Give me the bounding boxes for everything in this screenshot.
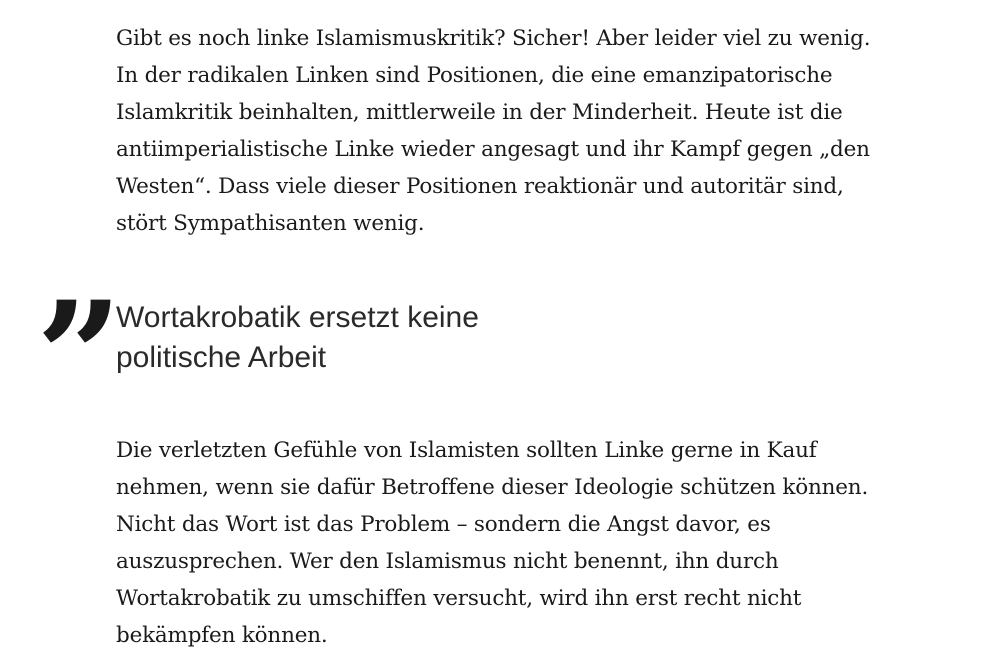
paragraph-line: auszusprechen. Wer den Islamismus nicht benennt, ihn durch	[116, 549, 779, 574]
paragraph-line: Gibt es noch linke Islamismuskritik? Sicher! Aber leider viel zu wenig.	[116, 26, 871, 51]
paragraph-line: Wortakrobatik zu umschiffen versucht, wird ihn erst recht nicht	[116, 586, 802, 611]
body-paragraph-1	[116, 20, 936, 242]
paragraph-line: bekämpfen können.	[116, 623, 328, 648]
pull-quote	[0, 269, 1000, 445]
body-paragraph-2	[116, 432, 946, 654]
pull-quote-line: politische Arbeit	[116, 341, 327, 374]
paragraph-line: Die verletzten Gefühle von Islamisten sollten Linke gerne in Kauf	[116, 438, 817, 463]
pull-quote-text	[116, 298, 479, 378]
paragraph-line: stört Sympathisanten wenig.	[116, 211, 425, 236]
article-body	[116, 20, 936, 242]
paragraph-line: antiimperialistische Linke wieder angesagt und ihr Kampf gegen „den	[116, 137, 870, 162]
paragraph-line: nehmen, wenn sie dafür Betroffene dieser Ideologie schützen können.	[116, 475, 869, 500]
paragraph-line: Nicht das Wort ist das Problem – sondern die Angst davor, es	[116, 512, 771, 537]
paragraph-line: Westen“. Dass viele dieser Positionen reaktionär und autoritär sind,	[116, 174, 844, 199]
paragraph-line: In der radikalen Linken sind Positionen, die eine emanzipatorische	[116, 63, 833, 88]
paragraph-line: Islamkritik beinhalten, mittlerweile in der Minderheit. Heute ist die	[116, 100, 843, 125]
quote-mark-icon: ”	[36, 269, 123, 445]
pull-quote-line: Wortakrobatik ersetzt keine	[116, 301, 479, 334]
